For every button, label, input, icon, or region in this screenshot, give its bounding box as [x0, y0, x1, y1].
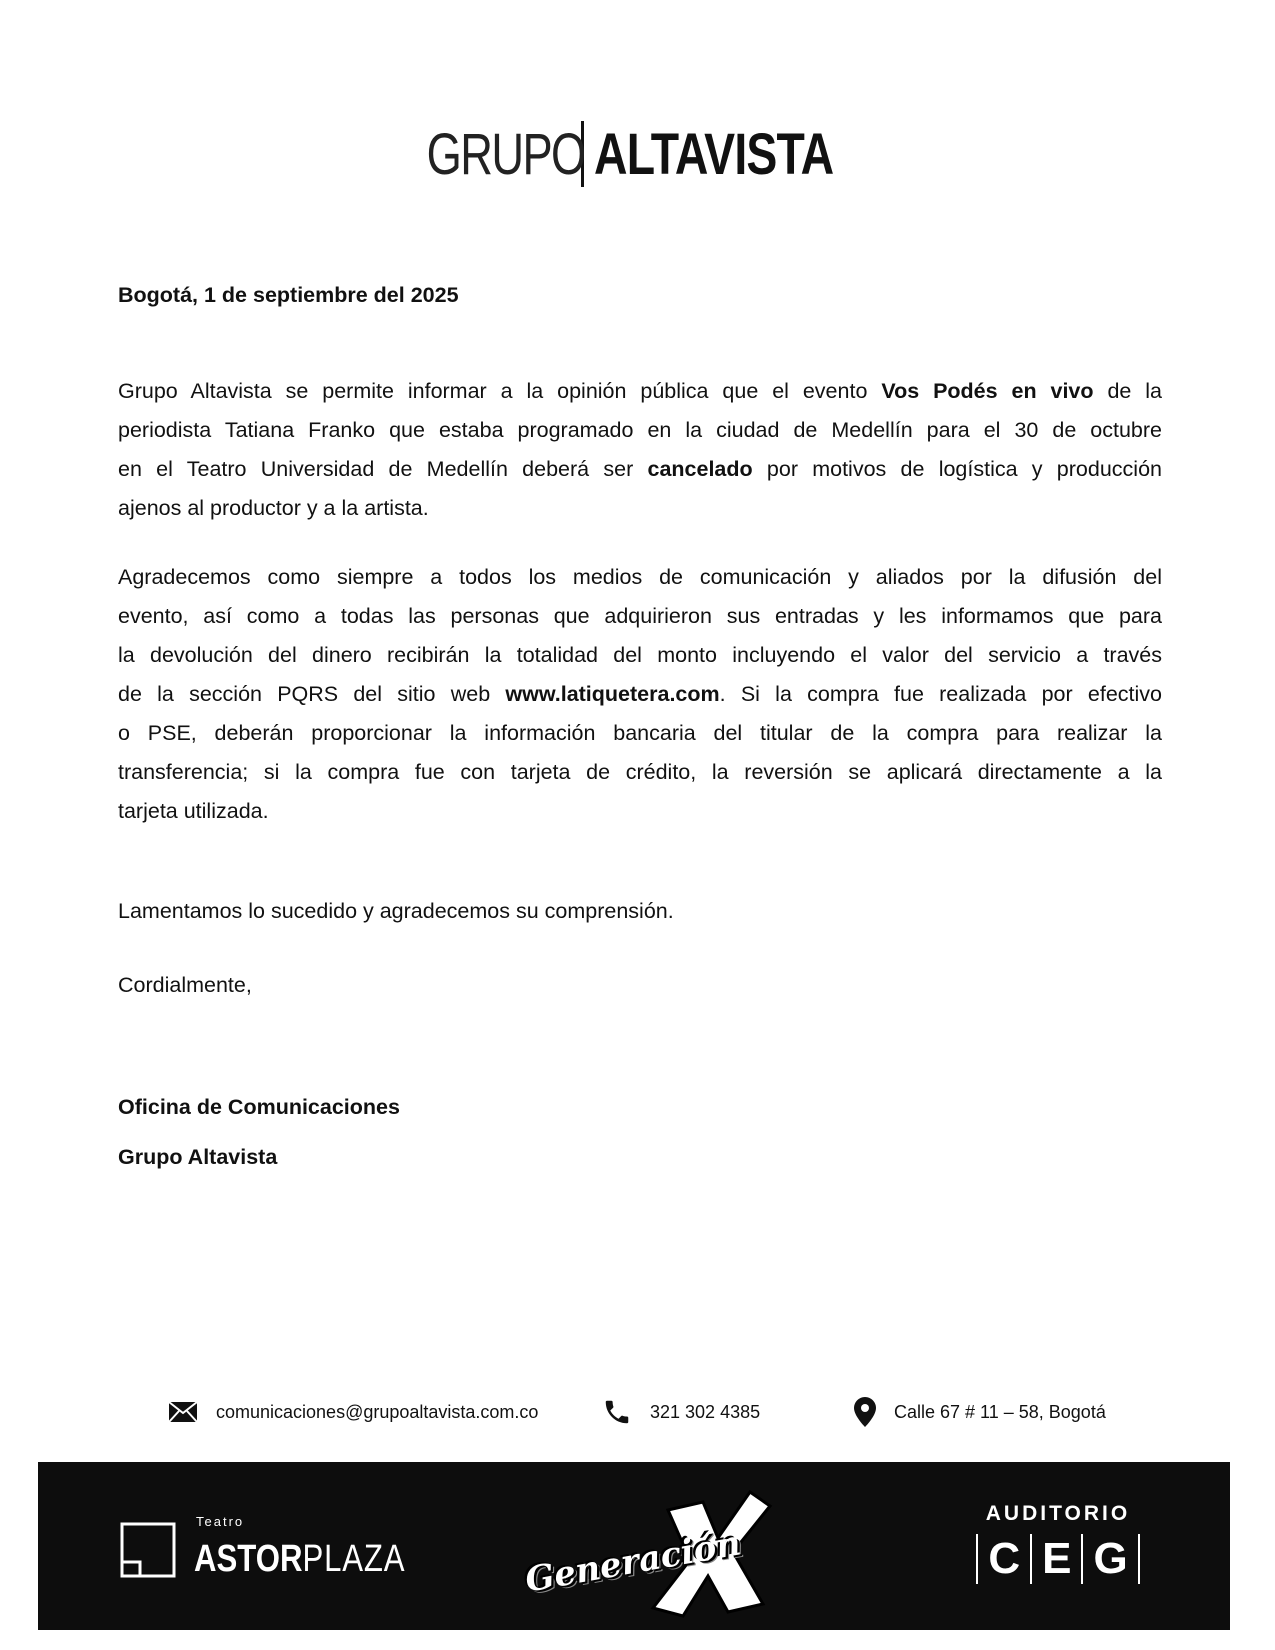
- contact-phone: [602, 1394, 760, 1430]
- paragraph-2-line: Agradecemos como siempre a todos los medios de comunicación y aliados por la difusión del: [118, 565, 1162, 589]
- paragraph-1: [118, 372, 1162, 528]
- letter-date: Bogotá, 1 de septiembre del 2025: [118, 283, 459, 307]
- logo-bold-text: ALTAVISTA: [593, 121, 834, 187]
- paragraph-2-line: tarjeta utilizada.: [118, 799, 269, 823]
- generacion-script: Generación: [522, 1523, 744, 1601]
- ceg-letter: E: [1030, 1534, 1081, 1584]
- footer-band: [38, 1462, 1230, 1630]
- website-link: www.latiquetera.com: [505, 682, 720, 706]
- generacion-x-logo: [518, 1480, 778, 1620]
- logo-light-text: GRUPO: [426, 121, 585, 187]
- paragraph-2-line: la devolución del dinero recibirán la totalidad del monto incluyendo el valor del servicio a través: [118, 643, 1162, 667]
- contact-address: [854, 1394, 1106, 1430]
- envelope-icon: [168, 1401, 198, 1423]
- astor-plaza-square-icon: [120, 1522, 176, 1578]
- address-text: Calle 67 # 11 – 58, Bogotá: [894, 1401, 1106, 1422]
- closing-line: Lamentamos lo sucedido y agradecemos su comprensión.: [118, 899, 674, 923]
- signature-org: Grupo Altavista: [118, 1145, 278, 1169]
- paragraph-2-line: o PSE, deberán proporcionar la información bancaria del titular de la compra para realizar la: [118, 721, 1162, 745]
- cancelled-word: cancelado: [647, 457, 753, 481]
- phone-text: 321 302 4385: [650, 1401, 761, 1422]
- contact-email: [168, 1394, 538, 1430]
- teatro-astor-plaza-logo: [120, 1514, 452, 1578]
- salutation: Cordialmente,: [118, 973, 252, 997]
- auditorio-ceg-logo: [968, 1502, 1148, 1584]
- location-pin-icon: [854, 1397, 876, 1427]
- ceg-top-label: AUDITORIO: [985, 1502, 1131, 1525]
- paragraph-1-line: Grupo Altavista se permite informar a la opinión pública que el evento Vos Podés en vivo de la: [118, 379, 1162, 403]
- paragraph-2-line: evento, así como a todas las personas que adquirieron sus entradas y les informamos que para: [118, 604, 1162, 628]
- ceg-letter: C: [976, 1534, 1030, 1584]
- paragraph-1-line: ajenos al productor y a la artista.: [118, 496, 429, 520]
- paragraph-2: [118, 558, 1162, 831]
- astor-name: ASTORPLAZA: [194, 1538, 406, 1580]
- event-name: Vos Podés en vivo: [881, 379, 1094, 403]
- phone-icon: [602, 1397, 632, 1427]
- ceg-letter: G: [1081, 1534, 1139, 1584]
- email-text: comunicaciones@grupoaltavista.com.co: [216, 1401, 539, 1422]
- paragraph-1-line: periodista Tatiana Franko que estaba programado en la ciudad de Medellín para el 30 de octubre: [118, 418, 1162, 442]
- paragraph-1-line: en el Teatro Universidad de Medellín deberá ser cancelado por motivos de logística y producción: [118, 457, 1162, 481]
- astor-small-label: Teatro: [196, 1514, 245, 1529]
- ceg-letters: [968, 1534, 1148, 1584]
- paragraph-2-line: de la sección PQRS del sitio web www.latiquetera.com. Si la compra fue realizada por efectivo: [118, 682, 1162, 706]
- paragraph-2-line: transferencia; si la compra fue con tarjeta de crédito, la reversión se aplicará directamente a la: [118, 760, 1162, 784]
- grupo-altavista-logo: [0, 118, 1275, 190]
- signature-office: Oficina de Comunicaciones: [118, 1095, 400, 1119]
